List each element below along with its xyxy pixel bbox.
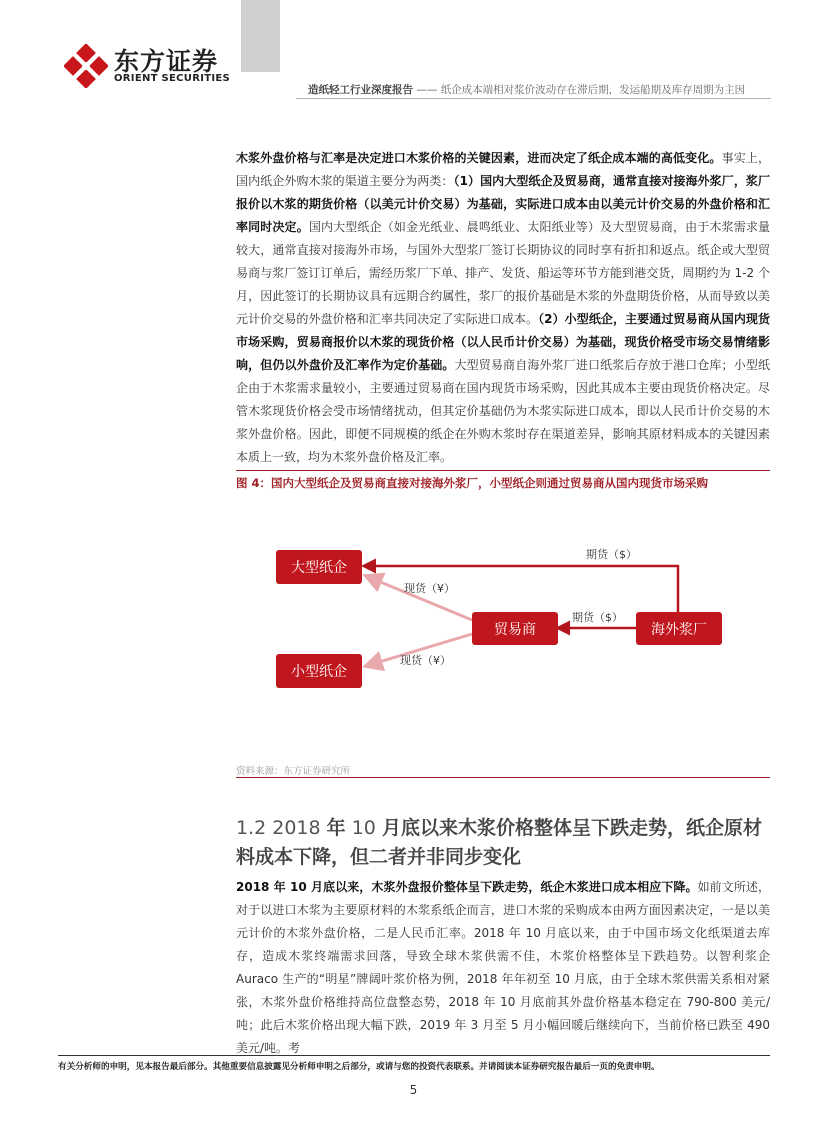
logo-chinese-name: 东方证券 — [114, 47, 219, 76]
p1-key-sentence: 木浆外盘价格与汇率是决定进口木浆价格的关键因素，进而决定了纸企成本端的高低变化。 — [236, 151, 722, 165]
procurement-flow-diagram — [236, 500, 770, 750]
node-small-label: 小型纸企 — [291, 664, 347, 680]
footer-disclaimer: 有关分析师的申明，见本报告最后部分。其他重要信息披露见分析师申明之后部分，或请与您的投资代表联系。并请阅读本证券研究报告最后一页的免责申明。 — [58, 1062, 660, 1072]
p1-text-b: 国内大型纸企（如金光纸业、晨鸣纸业、太阳纸业等）及大型贸易商，由于木浆需求量较大，通常直接对接海外市场，与国外大型浆厂签订长期协议的同时享有折扣和返点。纸企或大型贸易商与浆厂签订订单后，需经历浆厂下单、排产、发货、船运等环节方能到港交货，周期约为 1-2 个月，因此签订的长期协议具有远期合约属性，浆厂的报价基础是木浆的外盘期货价格，从而导致以美元计价交易的外盘价格和汇率共同决定了实际进口成本。 — [236, 220, 770, 326]
node-trader-label: 贸易商 — [494, 622, 536, 638]
label-spot-large: 现货（¥） — [404, 582, 455, 595]
node-overseas-pulp-mill — [636, 612, 722, 645]
node-small-paper-company — [276, 654, 362, 688]
body-paragraph-2 — [236, 876, 770, 1060]
p2-key-sentence: 2018 年 10 月底以来，木浆外盘报价整体呈下跌走势，纸企木浆进口成本相应下降。 — [236, 880, 698, 894]
header-divider — [296, 98, 771, 99]
page-number: 5 — [409, 1083, 418, 1097]
report-subtitle: 纸企成本端相对浆价波动存在滞后期，发运船期及库存周期为主因 — [440, 84, 746, 96]
orient-logo-icon — [64, 44, 108, 88]
section-year: 2018 — [266, 817, 327, 839]
p1-text-c: 大型贸易商自海外浆厂进口纸浆后存放于港口仓库；小型纸企由于木浆需求量较小，主要通过贸易商在国内现货市场采购，因此其成本主要由现货价格决定。尽管木浆现货价格会受市场情绪扰动，但其定价基础仍为木浆实际进口成本，即以人民币计价交易的木浆外盘价格。因此，即便不同规模的纸企在外购木浆时存在渠道差异，影响其原材料成本的关键因素本质上一致，均为木浆外盘价格及汇率。 — [236, 358, 770, 464]
label-spot-small: 现货（¥） — [400, 654, 451, 667]
body-paragraph-1 — [236, 147, 770, 469]
figure-bottom-rule — [236, 777, 770, 778]
report-type: 造纸轻工行业深度报告 — [308, 84, 413, 96]
section-month: 10 — [345, 817, 382, 839]
figure-source: 资料来源：东方证券研究所 — [236, 766, 351, 777]
p1-channel-1: （1）国内大型纸企及贸易商，通常直接对接海外浆厂，浆厂报价以木浆的期货价格（以美元计价交易）为基础，实际进口成本由以美元计价交易的外盘价格和汇率同时决定。 — [236, 174, 770, 234]
node-large-label: 大型纸企 — [291, 560, 347, 576]
label-futures-mid: 期货（$） — [572, 611, 623, 624]
section-heading — [236, 814, 776, 872]
section-number: 1.2 — [236, 817, 267, 839]
label-futures-top: 期货（$） — [586, 548, 637, 561]
section-title-text: 月底以来木浆价格整体呈下跌走势，纸企原材料成本下降，但二者并非同步变化 — [236, 817, 762, 868]
section-year-unit: 年 — [326, 817, 346, 839]
figure-top-rule — [236, 470, 770, 471]
node-overseas-label: 海外浆厂 — [651, 622, 707, 638]
p1-text-a: 事实上，国内纸企外购木浆的渠道主要分为两类： — [236, 151, 770, 188]
logo-english-name: ORIENT SECURITIES — [114, 73, 231, 84]
node-large-paper-company — [276, 550, 362, 584]
company-logo — [64, 40, 264, 90]
figure-caption: 图 4：国内大型纸企及贸易商直接对接海外浆厂，小型纸企则通过贸易商从国内现货市场采购 — [236, 476, 709, 490]
p1-channel-2: （2）小型纸企，主要通过贸易商从国内现货市场采购，贸易商报价以木浆的现货价格（以人民币计价交易）为基础，现货价格受市场交易情绪影响，但仍以外盘价及汇率作为定价基础。 — [236, 312, 770, 372]
node-trader — [472, 612, 558, 645]
footer-divider — [58, 1055, 770, 1056]
header-separator: —— — [413, 84, 441, 96]
report-header-title — [308, 82, 745, 97]
p2-text: 如前文所述，对于以进口木浆为主要原材料的木浆系纸企而言，进口木浆的采购成本由两方面因素决定，一是以美元计价的木浆外盘价格，二是人民币汇率。2018 年 10 月底以来，由于中国市场文化纸渠道去库存，造成木浆终端需求回落，导致全球木浆供需不佳，木浆价格整体呈下跌趋势。以智利浆企 Auraco 生产的“明星”牌阔叶浆价格为例，2018 年年初至 10 月底，由于全球木浆供需关系相对紧张，木浆外盘价格维持高位盘整态势，2018 年 10 月底前其外盘价格基本稳定在 790-800 美元/吨；此后木浆价格出现大幅下跌，2019 年 3 月至 5 月小幅回暖后继续向下，当前价格已跌至 490 美元/吨。考 — [236, 880, 770, 1055]
